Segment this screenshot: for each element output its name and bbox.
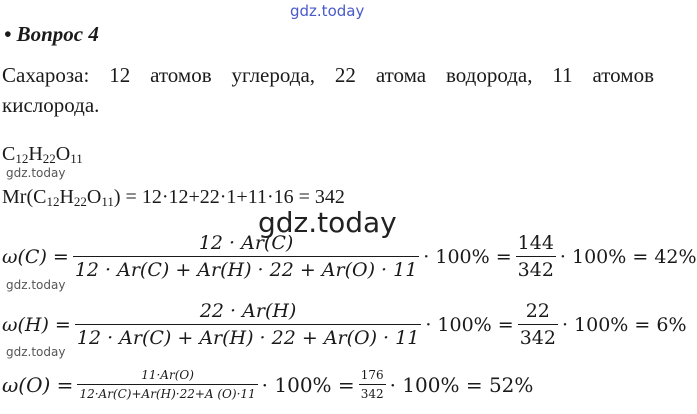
eq-mult: · 100% =: [261, 372, 355, 397]
question-heading: • Вопрос 4: [4, 22, 99, 46]
eq-mult: · 100% =: [425, 313, 514, 336]
fraction-denominator: 342: [359, 384, 386, 401]
fraction-denominator: 12·Ar(C)+Ar(H)·22+A (O)·11: [77, 384, 257, 401]
eq-result: · 100% = 6%: [561, 313, 687, 336]
watermark-large: gdz.today: [258, 206, 397, 239]
fraction: [75, 300, 421, 349]
eq-lhs: ω(O) =: [2, 372, 74, 397]
fraction: [359, 368, 386, 401]
watermark-small: gdz.today: [6, 166, 66, 180]
fraction-numerator: 22: [525, 300, 550, 322]
watermark-small: gdz.today: [6, 345, 66, 359]
fraction-numerator: 11·Ar(O): [141, 368, 194, 382]
fraction-denominator: 12 · Ar(C) + Ar(H) · 22 + Ar(O) · 11: [73, 256, 419, 281]
eq-mult: · 100% =: [423, 245, 512, 268]
watermark-top: gdz.today: [290, 2, 365, 20]
molecular-formula: $C_{12}H_{22}O_{11}$: [2, 143, 83, 166]
fraction-denominator: 342: [518, 324, 558, 349]
eq-lhs: ω(C) =: [2, 245, 69, 268]
fraction-numerator: 12 · Ar(C): [198, 232, 294, 254]
fraction: [73, 232, 419, 281]
eq-result: · 100% = 42%: [559, 245, 697, 268]
fraction: [516, 232, 556, 281]
fraction-numerator: 176: [360, 368, 384, 382]
molar-mass-line: $Mr(C_{12}H_{22}O_{11}) = 12\cdot 12+22\cdot 1+11\cdot 16 = 342$: [2, 186, 345, 209]
fraction-numerator: 144: [517, 232, 554, 254]
fraction-numerator: 22 · Ar(H): [199, 300, 297, 322]
answer-paragraph: Сахароза: 12 атомов углерода, 22 атома водорода, 11 атомов кислорода.: [2, 63, 654, 117]
fraction: [518, 300, 558, 349]
eq-lhs: ω(H) =: [2, 313, 71, 336]
fraction-denominator: 12 · Ar(C) + Ar(H) · 22 + Ar(O) · 11: [75, 324, 421, 349]
fraction: [77, 368, 257, 401]
fraction-denominator: 342: [516, 256, 556, 281]
eq-result: · 100% = 52%: [389, 372, 534, 397]
mass-fraction-carbon: [2, 232, 697, 281]
mass-fraction-hydrogen: [2, 300, 687, 349]
watermark-small: gdz.today: [6, 278, 66, 292]
mass-fraction-oxygen: [2, 368, 533, 401]
